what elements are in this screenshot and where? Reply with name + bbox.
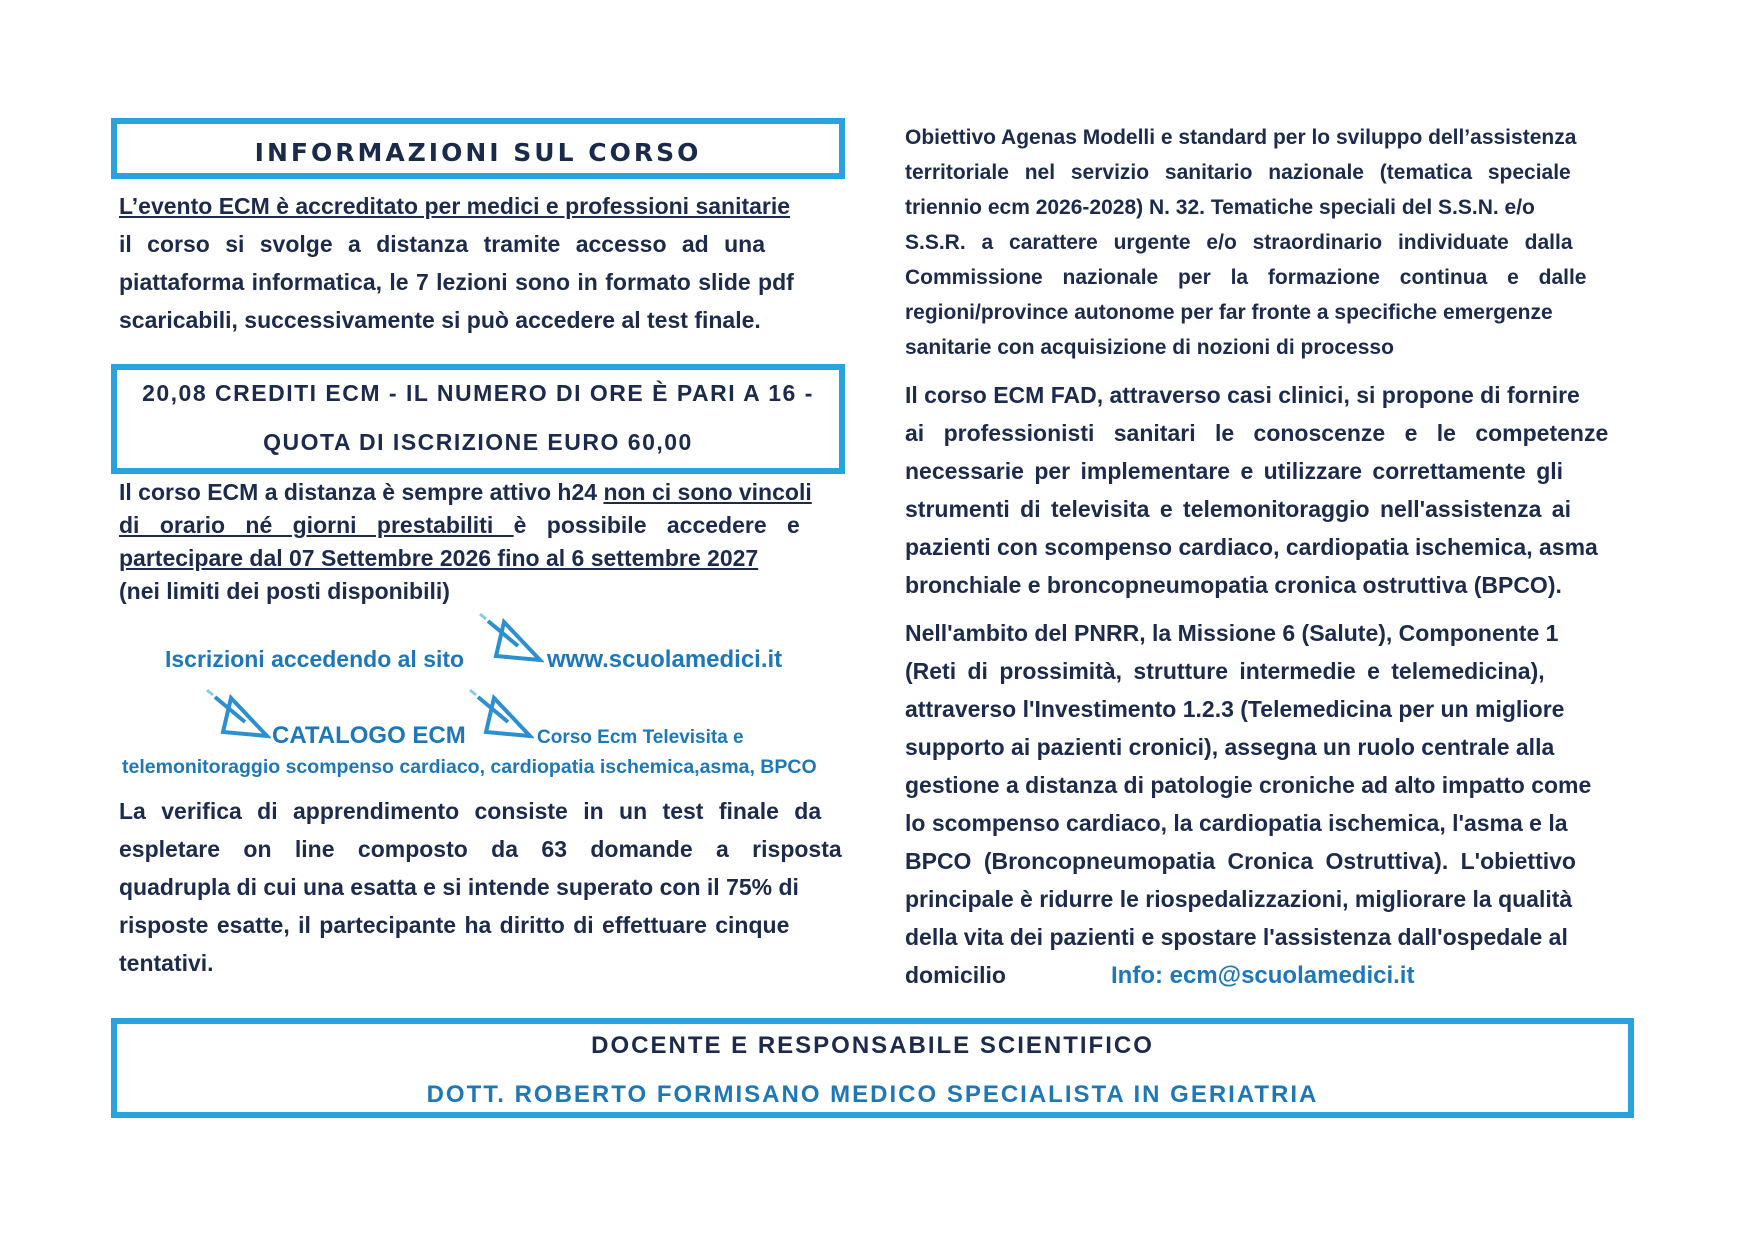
verification-paragraph (119, 792, 842, 982)
fad-line-4: strumenti di televisita e telemonitoraggio nell'assistenza ai (905, 496, 1571, 522)
pnrr-paragraph (905, 614, 1617, 994)
pnrr-line-2: (Reti di prossimità, strutture intermedie e telemedicina), (905, 658, 1545, 684)
objective-line-1: Obiettivo Agenas Modelli e standard per lo sviluppo dell’assistenza (905, 126, 1577, 149)
course-link-part-1[interactable]: Corso Ecm Televisita e (537, 727, 744, 748)
intro-line-3: scaricabili, successivamente si può accedere al test finale. (119, 307, 761, 333)
fee-line: QUOTA DI ISCRIZIONE EURO 60,00 (263, 429, 693, 455)
fad-line-2: ai professionisti sanitari le conoscenze e le competenze (905, 420, 1609, 446)
verification-line-2: espletare on line composto da 63 domande a risposta (119, 836, 842, 862)
info-email-link[interactable]: Info: ecm@scuolamedici.it (1111, 962, 1415, 989)
accredit-line: L’evento ECM è accreditato per medici e professioni sanitarie (119, 193, 791, 219)
fad-line-5: pazienti con scompenso cardiaco, cardiopatia ischemica, asma (905, 534, 1598, 560)
teacher-box (111, 1018, 1634, 1118)
fad-line-1: Il corso ECM FAD, attraverso casi clinici, si propone di fornire (905, 382, 1580, 408)
pnrr-line-4: supporto ai pazienti cronici), assegna un ruolo centrale alla (905, 734, 1555, 760)
availability-line-4: (nei limiti dei posti disponibili) (119, 578, 450, 604)
course-info-title-box (111, 118, 845, 179)
objective-line-4: S.S.R. a carattere urgente e/o straordinario individuate dalla (905, 231, 1573, 254)
objective-line-6: regioni/province autonome per far fronte a specifiche emergenze (905, 301, 1553, 324)
arrow-pointer-icon (478, 612, 544, 664)
objective-paragraph (905, 120, 1617, 365)
pnrr-line-7: BPCO (Broncopneumopatia Cronica Ostruttiva). L'obiettivo (905, 848, 1576, 874)
pnrr-line-1: Nell'ambito del PNRR, la Missione 6 (Salute), Componente 1 (905, 620, 1559, 646)
site-link[interactable]: www.scuolamedici.it (547, 646, 783, 673)
availability-line-2: di orario né giorni prestabiliti è possibile accedere e (119, 512, 800, 538)
verification-line-4: risposte esatte, il partecipante ha diritto di effettuare cinque (119, 912, 790, 938)
objective-line-5: Commissione nazionale per la formazione continua e dalle (905, 266, 1587, 289)
objective-line-2: territoriale nel servizio sanitario nazionale (tematica speciale (905, 161, 1571, 184)
catalog-link[interactable]: CATALOGO ECM (272, 722, 466, 749)
fad-line-6: bronchiale e broncopneumopatia cronica ostruttiva (BPCO). (905, 572, 1562, 598)
objective-line-3: triennio ecm 2026-2028) N. 32. Tematiche speciali del S.S.N. e/o (905, 196, 1535, 219)
pnrr-line-5: gestione a distanza di patologie croniche ad alto impatto come (905, 772, 1592, 798)
availability-line-3: partecipare dal 07 Settembre 2026 fino al 6 settembre 2027 (119, 545, 759, 571)
pnrr-line-6: lo scompenso cardiaco, la cardiopatia ischemica, l'asma e la (905, 810, 1568, 836)
credits-box (111, 364, 845, 474)
verification-line-3: quadrupla di cui una esatta e si intende superato con il 75% di (119, 874, 799, 900)
pnrr-last-word: domicilio (905, 962, 1006, 988)
fad-paragraph (905, 376, 1617, 604)
arrow-pointer-icon (205, 688, 271, 740)
intro-line-2: piattaforma informatica, le 7 lezioni sono in formato slide pdf (119, 269, 794, 295)
course-link-part-2[interactable]: telemonitoraggio scompenso cardiaco, cardiopatia ischemica,asma, BPCO (122, 756, 817, 778)
pnrr-line-9: della vita dei pazienti e spostare l'assistenza dall'ospedale al (905, 924, 1568, 950)
pnrr-line-8: principale è ridurre le riospedalizzazioni, migliorare la qualità (905, 886, 1573, 912)
fad-line-3: necessarie per implementare e utilizzare correttamente gli (905, 458, 1564, 484)
credits-line: 20,08 CREDITI ECM - IL NUMERO DI ORE È PARI A 16 - (142, 380, 814, 406)
intro-paragraph (119, 187, 833, 339)
verification-line-5: tentativi. (119, 950, 214, 976)
arrow-pointer-icon (468, 688, 534, 740)
registration-label: Iscrizioni accedendo al sito (165, 646, 465, 672)
teacher-name: DOTT. ROBERTO FORMISANO MEDICO SPECIALISTA IN GERIATRIA (426, 1081, 1319, 1108)
availability-line-1: Il corso ECM a distanza è sempre attivo h24 non ci sono vincoli (119, 479, 812, 505)
teacher-role: DOCENTE E RESPONSABILE SCIENTIFICO (591, 1032, 1154, 1059)
intro-line-1: il corso si svolge a distanza tramite accesso ad una (119, 231, 766, 257)
pnrr-line-3: attraverso l'Investimento 1.2.3 (Telemedicina per un migliore (905, 696, 1565, 722)
objective-line-7: sanitarie con acquisizione di nozioni di processo (905, 336, 1394, 359)
course-info-title: INFORMAZIONI SUL CORSO (254, 138, 702, 167)
verification-line-1: La verifica di apprendimento consiste in un test finale da (119, 798, 822, 824)
availability-paragraph (119, 476, 835, 608)
